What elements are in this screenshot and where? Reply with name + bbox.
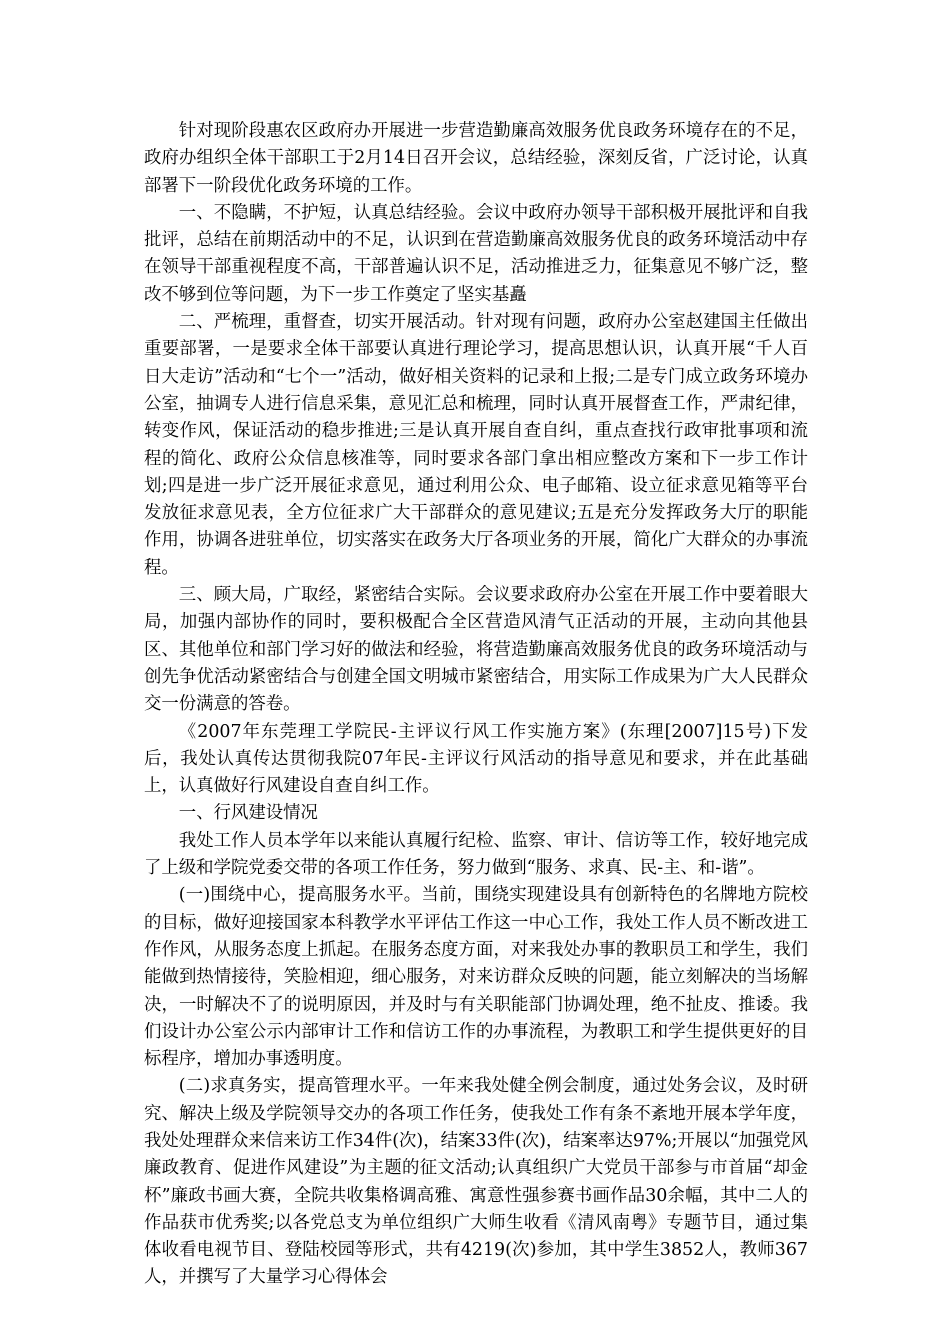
paragraph-management-level: (二)求真务实，提高管理水平。一年来我处健全例会制度，通过处务会议，及时研究、解决上级及学院领导交办的各项工作任务，使我处工作有条不紊地开展本学年度，我处处理群众来信来访工作34件(次)，结案33件(次)，结案率达97%;开展以“加强党风廉政教育、促进作风建设”为主题的征文活动;认真组织广大党员干部参与市首届“却金杯”廉政书画大赛，全院共收集格调高雅、寓意性强参赛书画作品30余幅，其中二人的作品获市优秀奖;以各党总支为单位组织广大师生收看《清风南粤》专题节目，通过集体收看电视节目、登陆校园等形式，共有4219(次)参加，其中学生3852人，教师367人，并撰写了大量学习心得体会 [144, 1076, 808, 1288]
paragraph-section-3: 三、顾大局，广取经，紧密结合实际。会议要求政府办公室在开展工作中要着眼大局，加强内部协作的同时，要积极配合全区营造风清气正活动的开展，主动向其他县区、其他单位和部门学习好的做法和经验，将营造勤廉高效服务优良的政务环境活动与创先争优活动紧密结合与创建全国文明城市紧密结合，用实际工作成果为广大人民群众交一份满意的答卷。 [144, 585, 808, 715]
paragraph-intro: 针对现阶段惠农区政府办开展进一步营造勤廉高效服务优良政务环境存在的不足，政府办组织全体干部职工于2月14日召开会议，总结经验，深刻反省，广泛讨论，认真部署下一阶段优化政务环境的工作。 [144, 121, 808, 196]
paragraph-plan-intro: 《2007年东莞理工学院民-主评议行风工作实施方案》(东理[2007]15号)下发后，我处认真传达贯彻我院07年民-主评议行风活动的指导意见和要求，并在此基础上，认真做好行风建设自查自纠工作。 [144, 721, 808, 797]
heading-conduct-status: 一、行风建设情况 [178, 803, 318, 824]
document-page [144, 118, 808, 1292]
paragraph-service-level: (一)围绕中心，提高服务水平。当前，围绕实现建设具有创新特色的名牌地方院校的目标，做好迎接国家本科教学水平评估工作这一中心工作，我处工作人员不断改进工作作风，从服务态度上抓起。在服务态度方面，对来我处办事的教职员工和学生，我们能做到热情接待，笑脸相迎，细心服务，对来访群众反映的问题，能立刻解决的当场解决，一时解决不了的说明原因，并及时与有关职能部门协调处理，绝不扯皮、推诿。我们设计办公室公示内部审计工作和信访工作的办事流程，为教职工和学生提供更好的目标程序，增加办事透明度。 [144, 885, 808, 1070]
paragraph-work-summary: 我处工作人员本学年以来能认真履行纪检、监察、审计、信访等工作，较好地完成了上级和学院党委交带的各项工作任务，努力做到“服务、求真、民-主、和-谐”。 [144, 830, 808, 879]
paragraph-section-2: 二、严梳理，重督查，切实开展活动。针对现有问题，政府办公室赵建国主任做出重要部署，一是要求全体干部要认真进行理论学习，提高思想认识，认真开展“千人百日大走访”活动和“七个一”活动，做好相关资料的记录和上报;二是专门成立政务环境办公室，抽调专人进行信息采集，意见汇总和梳理，同时认真开展督查工作，严肃纪律，转变作风，保证活动的稳步推进;三是认真开展自查自纠，重点查找行政审批事项和流程的简化、政府公众信息核准等，同时要求各部门拿出相应整改方案和下一步工作计划;四是进一步广泛开展征求意见，通过利用公众、电子邮箱、设立征求意见箱等平台发放征求意见表，全方位征求广大干部群众的意见建议;五是充分发挥政务大厅的职能作用，协调各进驻单位，切实落实在政务大厅各项业务的开展，简化广大群众的办事流程。 [144, 312, 808, 578]
paragraph-section-1: 一、不隐瞒，不护短，认真总结经验。会议中政府办领导干部积极开展批评和自我批评，总结在前期活动中的不足，认识到在营造勤廉高效服务优良的政务环境活动中存在领导干部重视程度不高，干部普遍认识不足，活动推进乏力，征集意见不够广泛，整改不够到位等问题，为下一步工作奠定了坚实基矗 [144, 202, 808, 305]
